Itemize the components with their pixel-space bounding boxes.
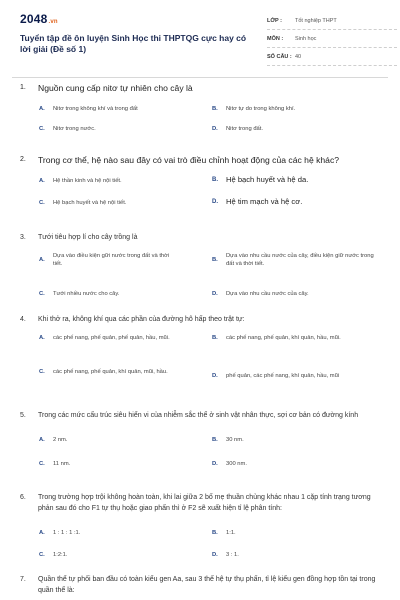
- option-text: Hệ bạch huyết và hệ nội tiết.: [53, 200, 127, 206]
- question-options: [12, 250, 388, 310]
- option-c[interactable]: [39, 368, 189, 376]
- meta-label: LỚP :: [267, 17, 282, 24]
- option-letter: C.: [39, 291, 45, 297]
- option-b[interactable]: [212, 176, 382, 184]
- option-c[interactable]: [39, 460, 189, 468]
- exam-header: [12, 0, 388, 78]
- option-text: Hệ thần kinh và hệ nội tiết.: [53, 178, 122, 184]
- option-letter: B.: [212, 177, 218, 183]
- option-letter: A.: [39, 257, 45, 263]
- option-c[interactable]: [39, 551, 189, 559]
- option-letter: D.: [212, 291, 218, 297]
- option-d[interactable]: [212, 290, 382, 298]
- option-letter: A.: [39, 530, 45, 536]
- question-1: [12, 82, 388, 139]
- question-text: Tưới tiêu hợp lí cho cây trồng là: [38, 234, 138, 241]
- question-stem: [12, 232, 388, 243]
- option-text: Dựa vào nhu cầu nước của cây.: [226, 291, 309, 297]
- option-letter: D.: [212, 373, 218, 379]
- option-text: 1 : 1 : 1 :1.: [53, 530, 81, 536]
- option-letter: B.: [212, 530, 218, 536]
- logo-suffix: .vn: [48, 19, 58, 25]
- question-text: Trong trường hợp trội không hoàn toàn, khi lai giữa 2 bố mẹ thuần chủng khác nhau 1 cặp tính trạng tương phản sau đó cho F1 tự thụ hoặc giao phấn thì ở F2 sẽ xuất hiện tỉ lệ phân tính:: [38, 494, 371, 512]
- question-stem: [12, 154, 388, 166]
- option-letter: C.: [39, 461, 45, 467]
- question-stem: [12, 82, 388, 94]
- option-text: 2 nm.: [53, 437, 68, 443]
- question-number: 2.: [20, 156, 26, 163]
- option-text: Dựa vào nhu cầu nước của cây, điều kiện giữ nước trong đất và thời tiết.: [226, 253, 374, 267]
- option-letter: B.: [212, 335, 218, 341]
- option-text: 3 : 1.: [226, 552, 239, 558]
- option-d[interactable]: [212, 372, 382, 380]
- question-6: [12, 492, 388, 567]
- option-letter: A.: [39, 335, 45, 341]
- question-number: 1.: [20, 84, 26, 91]
- option-b[interactable]: [212, 529, 382, 537]
- option-letter: A.: [39, 106, 45, 112]
- option-text: các phế nang, phế quản, khí quản, hầu, mũi.: [226, 335, 341, 341]
- question-options: [12, 101, 388, 139]
- meta-value: Tốt nghiệp THPT: [295, 17, 337, 24]
- option-d[interactable]: [212, 125, 382, 133]
- question-text: Quần thể tự phối ban đầu có toàn kiểu gen Aa, sau 3 thế hệ tự thụ phấn, tỉ lệ kiểu gen đồng hợp tồn tại trong quần thể là:: [38, 576, 376, 594]
- exam-meta: [267, 12, 397, 66]
- question-7: [12, 574, 388, 596]
- option-text: Nitơ trong không khí và trong đất: [53, 106, 138, 112]
- option-text: 1:1.: [226, 530, 236, 536]
- question-number: 3.: [20, 234, 26, 241]
- question-number: 4.: [20, 316, 26, 323]
- document-title: Tuyển tập đề ôn luyện Sinh Học thi THPTQG cực hay có lời giải (Đề số 1): [20, 33, 247, 54]
- option-letter: A.: [39, 437, 45, 443]
- meta-row-question-count: [267, 48, 397, 66]
- question-options: [12, 332, 388, 398]
- option-c[interactable]: [39, 199, 189, 207]
- option-a[interactable]: [39, 529, 189, 537]
- question-options: [12, 428, 388, 474]
- option-text: Hệ tim mạch và hệ cơ.: [226, 197, 303, 206]
- option-letter: C.: [39, 369, 45, 375]
- question-stem: [12, 574, 388, 596]
- question-text: Trong cơ thể, hệ nào sau đây có vai trò điều chỉnh hoạt động của các hệ khác?: [38, 155, 340, 165]
- option-b[interactable]: [212, 436, 382, 444]
- option-d[interactable]: [212, 551, 382, 559]
- question-text: Nguồn cung cấp nitơ tự nhiên cho cây là: [38, 83, 193, 93]
- option-text: Hệ bạch huyết và hệ da.: [226, 175, 309, 184]
- option-c[interactable]: [39, 125, 189, 133]
- site-logo[interactable]: [20, 12, 58, 26]
- meta-label: MÔN :: [267, 35, 284, 42]
- option-text: 300 nm.: [226, 461, 247, 467]
- question-2: [12, 154, 388, 213]
- question-5: [12, 410, 388, 474]
- option-text: Dựa vào điều kiện gữi nước trong đất và thời tiết.: [53, 253, 170, 267]
- logo-text: 2048: [20, 12, 48, 26]
- option-letter: B.: [212, 257, 218, 263]
- meta-value: Sinh học: [295, 35, 317, 42]
- meta-row-subject: [267, 30, 397, 48]
- question-stem: [12, 492, 388, 514]
- question-number: 5.: [20, 412, 26, 419]
- option-d[interactable]: [212, 198, 382, 206]
- question-3: [12, 232, 388, 310]
- option-letter: B.: [212, 106, 218, 112]
- option-c[interactable]: [39, 290, 189, 298]
- option-text: các phế nang, phế quản, khí quản, mũi, hầu.: [53, 369, 168, 375]
- option-letter: D.: [212, 461, 218, 467]
- option-a[interactable]: [39, 105, 189, 113]
- question-number: 7.: [20, 576, 26, 583]
- option-text: Nitơ tự do trong không khí.: [226, 106, 296, 112]
- question-stem: [12, 314, 388, 325]
- option-d[interactable]: [212, 460, 382, 468]
- option-text: 11 nm.: [53, 461, 71, 467]
- question-number: 6.: [20, 494, 26, 501]
- question-options: [12, 521, 388, 567]
- option-letter: C.: [39, 200, 45, 206]
- option-text: 30 nm.: [226, 437, 244, 443]
- option-a[interactable]: [39, 334, 189, 342]
- option-letter: C.: [39, 126, 45, 132]
- option-letter: D.: [212, 199, 218, 205]
- option-text: các phế nang, phế quản, phế quản, hầu, mũi.: [53, 335, 170, 341]
- option-letter: C.: [39, 552, 45, 558]
- question-4: [12, 314, 388, 398]
- option-b[interactable]: [212, 105, 382, 113]
- option-b[interactable]: [212, 252, 382, 268]
- option-b[interactable]: [212, 334, 382, 342]
- option-letter: A.: [39, 178, 45, 184]
- option-text: Tưới nhiều nước cho cây.: [53, 291, 120, 297]
- option-text: Nitơ trong đất.: [226, 126, 263, 132]
- option-text: Nitơ trong nước.: [53, 126, 96, 132]
- meta-value: 40: [295, 53, 302, 60]
- option-letter: D.: [212, 552, 218, 558]
- option-text: 1:2:1.: [53, 552, 68, 558]
- meta-label: SỐ CÂU :: [267, 53, 292, 60]
- question-text: Trong các mức cấu trúc siêu hiển vi của nhiễm sắc thể ở sinh vật nhân thực, sợi cơ bản có đường kính: [38, 412, 359, 419]
- option-a[interactable]: [39, 436, 189, 444]
- option-letter: B.: [212, 437, 218, 443]
- question-options: [12, 173, 388, 213]
- option-a[interactable]: [39, 252, 189, 268]
- option-letter: D.: [212, 126, 218, 132]
- question-stem: [12, 410, 388, 421]
- option-text: phế quản, các phế nang, khí quản, hầu, mũi: [226, 373, 340, 379]
- option-a[interactable]: [39, 177, 189, 185]
- meta-row-grade: [267, 12, 397, 30]
- question-text: Khi thở ra, không khí qua các phần của đường hô hấp theo trật tự:: [38, 316, 245, 323]
